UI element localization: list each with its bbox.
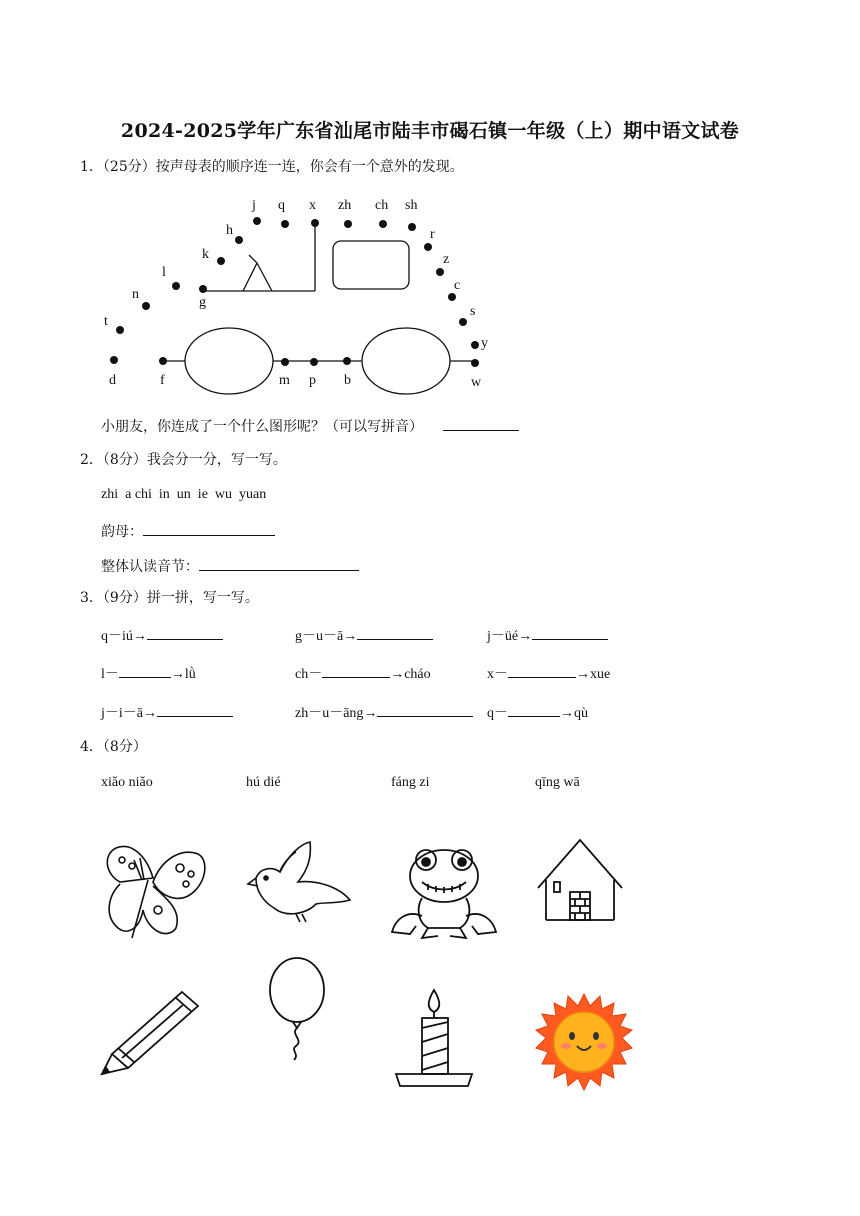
dot-y (471, 341, 479, 349)
q3-r2c2-blank[interactable] (322, 663, 390, 678)
dot-zh (344, 220, 352, 228)
label-m: m (279, 373, 290, 388)
q2-stem: 2．（8分）我会分一分，写一写。 (80, 452, 287, 468)
dot-d (110, 356, 118, 364)
q1-prompt-row (101, 416, 519, 436)
dot-x (311, 219, 319, 227)
balloon-icon (266, 956, 330, 1062)
q3-r1c3-blank[interactable] (532, 625, 608, 640)
label-c: c (454, 278, 461, 293)
pencil-icon (98, 986, 204, 1078)
dot-n (142, 302, 150, 310)
dot-t (116, 326, 124, 334)
dot-c (448, 293, 456, 301)
q1-answer-blank[interactable] (443, 416, 519, 431)
q4-word-2: hú dié (246, 775, 281, 790)
dot-f (159, 357, 167, 365)
label-y: y (481, 336, 488, 351)
q4-word-1: xiǎo niǎo (101, 775, 153, 790)
seat-back (249, 255, 257, 263)
dot-r (424, 243, 432, 251)
label-ch: ch (375, 198, 389, 213)
q3-r1c2 (295, 625, 433, 646)
label-b: b (344, 373, 351, 388)
q2-yunmu-row (101, 521, 275, 541)
q3-r1c1-text: q－iú→ (101, 629, 147, 644)
label-l: l (162, 265, 166, 280)
seat-line-right (257, 263, 272, 291)
q3-r3c1 (101, 702, 233, 723)
q3-r2c2-pre: ch－ (295, 667, 323, 682)
q3-r1c1-blank[interactable] (147, 625, 223, 640)
wheel-back (362, 328, 450, 394)
dot-g (199, 285, 207, 293)
q3-r1c2-blank[interactable] (357, 625, 433, 640)
label-s: s (470, 304, 476, 319)
dot-p (310, 358, 318, 366)
dot-s (459, 318, 467, 326)
label-z: z (443, 252, 450, 267)
q3-r3c2-blank[interactable] (377, 702, 473, 717)
q3-r1c2-text: g－u－ā→ (295, 629, 358, 644)
butterfly-icon (98, 840, 208, 940)
q3-r3c1-text: j－i－ā→ (101, 706, 157, 721)
dot-j (253, 217, 261, 225)
dot-m (281, 358, 289, 366)
zhengti-label: 整体认读音节： (101, 559, 199, 575)
q3-r3c2-text: zh－u－āng→ (295, 706, 378, 721)
window-rect (333, 241, 409, 289)
yunmu-label: 韵母： (101, 524, 143, 540)
dot-ch (379, 220, 387, 228)
q3-r2c3-blank[interactable] (508, 663, 576, 678)
dot-l (172, 282, 180, 290)
q3-r2c2 (295, 663, 431, 684)
label-q: q (278, 198, 285, 213)
bird-icon (246, 838, 356, 924)
q3-r2c1-pre: l－ (101, 667, 119, 682)
label-h: h (226, 223, 233, 238)
q3-r2c2-post: →cháo (390, 667, 431, 682)
q3-r3c3 (487, 702, 588, 723)
dot-h (235, 236, 243, 244)
label-x: x (309, 198, 316, 213)
label-k: k (202, 247, 209, 262)
label-p: p (309, 373, 316, 388)
label-t: t (104, 314, 108, 329)
label-w: w (471, 375, 482, 390)
frog-icon (388, 836, 500, 944)
q3-r1c3-text: j－üé→ (487, 629, 533, 644)
seat-line-left (243, 263, 257, 291)
q3-r2c1-blank[interactable] (119, 663, 171, 678)
q1-prompt: 小朋友，你连成了一个什么图形呢？（可以写拼音） (101, 419, 423, 435)
q3-r1c1 (101, 625, 223, 646)
label-g: g (199, 295, 206, 310)
q2-syllables: zhi a chi in un ie wu yuan (101, 487, 267, 502)
q3-stem: 3．（9分）拼一拼，写一写。 (80, 590, 259, 606)
dot-z (436, 268, 444, 276)
label-n: n (132, 287, 139, 302)
label-r: r (430, 227, 435, 242)
q4-word-3: fáng zi (391, 775, 430, 790)
q3-r2c3-pre: x－ (487, 667, 508, 682)
dot-sh (408, 223, 416, 231)
q4-stem: 4．（8分） (80, 739, 147, 755)
label-d: d (109, 373, 116, 388)
q3-r1c3 (487, 625, 608, 646)
label-zh: zh (338, 198, 352, 213)
dot-k (217, 257, 225, 265)
page-title: 2024-2025学年广东省汕尾市陆丰市碣石镇一年级（上）期中语文试卷 (120, 120, 740, 142)
label-sh: sh (405, 198, 418, 213)
yunmu-blank[interactable] (143, 521, 275, 536)
label-f: f (160, 373, 165, 388)
q2-zhengti-row (101, 556, 359, 576)
label-j: j (252, 198, 256, 213)
candle-icon (390, 988, 480, 1096)
q3-r2c1-post: →lǜ (170, 667, 196, 682)
dot-q (281, 220, 289, 228)
q3-r3c3-pre: q－ (487, 706, 508, 721)
q3-r3c3-post: →qù (560, 706, 588, 721)
q1-stem: 1．（25分）按声母表的顺序连一连，你会有一个意外的发现。 (80, 159, 464, 175)
sun-icon (534, 992, 634, 1092)
wheel-front (185, 328, 273, 394)
q3-r3c2 (295, 702, 473, 723)
zhengti-blank[interactable] (199, 556, 359, 571)
q4-word-4: qīng wā (535, 775, 580, 790)
connect-dots-diagram (95, 185, 515, 395)
dot-b (343, 357, 351, 365)
q3-r3c3-blank[interactable] (508, 702, 560, 717)
q3-r2c3 (487, 663, 610, 684)
dot-w (471, 359, 479, 367)
q3-r2c3-post: →xue (576, 667, 611, 682)
q3-r2c1 (101, 663, 196, 684)
q3-r3c1-blank[interactable] (157, 702, 233, 717)
house-icon (534, 836, 626, 924)
